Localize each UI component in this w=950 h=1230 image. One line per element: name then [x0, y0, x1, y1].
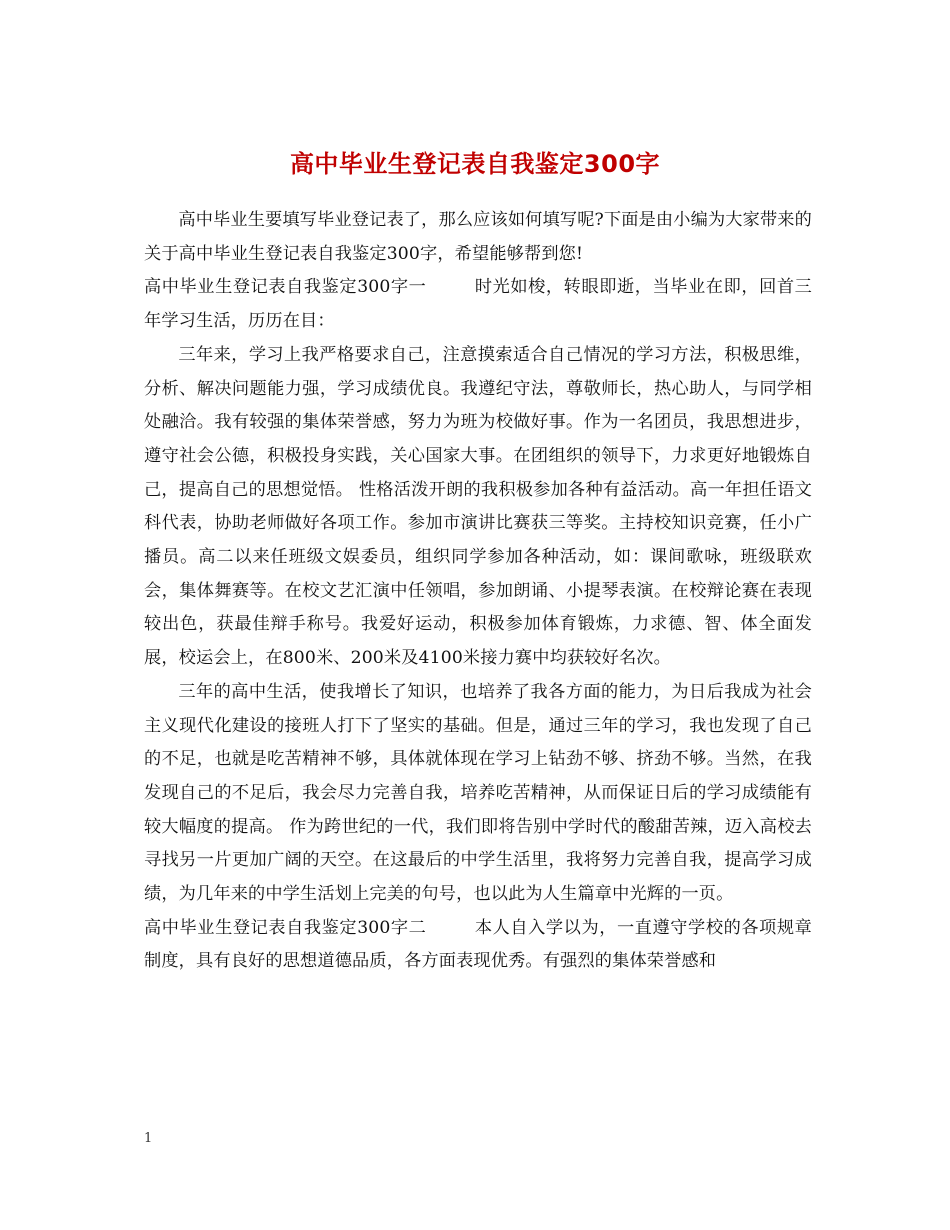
document-body	[144, 204, 812, 979]
document-title: 高中毕业生登记表自我鉴定300字	[289, 150, 661, 179]
section-1-heading-line	[144, 271, 812, 338]
section-1-paragraph-1: 三年来，学习上我严格要求自己，注意摸索适合自己情况的学习方法，积极思维，分析、解决问题能力强，学习成绩优良。我遵纪守法，尊敬师长，热心助人，与同学相处融洽。我有较强的集体荣誉感，努力为班为校做好事。作为一名团员，我思想进步，遵守社会公德，积极投身实践，关心国家大事。在团组织的领导下，力求更好地锻炼自己，提高自己的思想觉悟。 性格活泼开朗的我积极参加各种有益活动。高一年担任语文 科代表，协助老师做好各项工作。参加市演讲比赛获三等奖。主持校知识竞赛，任小广播员。高二以来任班级文娱委员，组织同学参加各种活动，如：课间歌咏，班级联欢会，集体舞赛等。在校文艺汇演中任领唱，参加朗诵、小提琴表演。在校辩论赛在表现较出色，获最佳辩手称号。我爱好运动，积极参加体育锻炼，力求德、智、体全面发展，校运会上，在800米、200米及4100米接力赛中均获较好名次。	[144, 344, 812, 669]
page-number: 1	[144, 1131, 153, 1146]
intro-paragraph: 高中毕业生要填写毕业登记表了，那么应该如何填写呢?下面是由小编为大家带来的关于高中毕业生登记表自我鉴定300字，希望能够帮到您!	[144, 210, 812, 264]
section-2-lead: 本人自入学以为，一直遵守学校的各项规章制度，具有良好的思想道德品质，各方面表现优秀。有强烈的集体荣誉感和	[144, 917, 812, 972]
section-2-heading-line	[144, 912, 812, 979]
section-1-lead: 时光如梭，转眼即逝，当毕业在即，回首三年学习生活，历历在目：	[144, 277, 812, 332]
section-2-heading: 高中毕业生登记表自我鉴定300字二	[144, 917, 427, 938]
section-1-paragraph-2: 三年的高中生活，使我增长了知识，也培养了我各方面的能力，为日后我成为社会主义现代化建设的接班人打下了坚实的基础。但是，通过三年的学习，我也发现了自己的不足，也就是吃苦精神不够，具体就体现在学习上钻劲不够、挤劲不够。当然，在我发现自己的不足后，我会尽力完善自我，培养吃苦精神，从而保证日后的学习成绩能有较大幅度的提高。 作为跨世纪的一代，我们即将告别中学时代的酸甜苦辣，迈入高校去寻找另一片更加广阔的天空。在这最后的中学生活里，我将努力完善自我，提高学习成绩，为几年来的中学生活划上完美的句号，也以此为人生篇章中光辉的一页。	[144, 681, 812, 905]
section-1-heading: 高中毕业生登记表自我鉴定300字一	[144, 277, 427, 298]
